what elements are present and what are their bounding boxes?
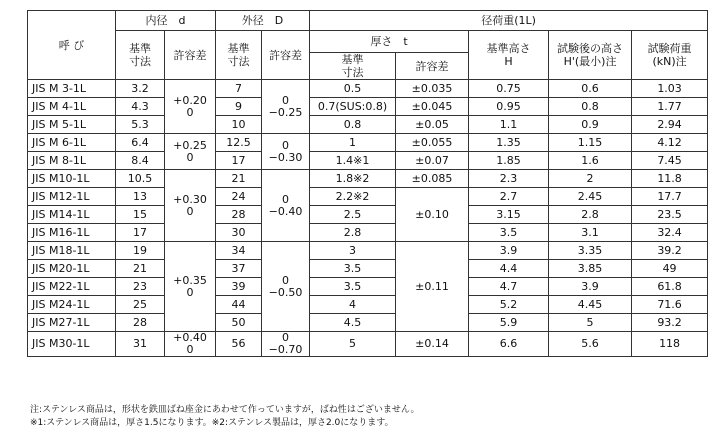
row-after-height: 2.8 xyxy=(549,206,632,224)
row-base-height: 2.7 xyxy=(469,188,549,206)
row-test-load: 11.8 xyxy=(632,170,708,188)
row-call: JIS M 5-1L xyxy=(28,116,116,134)
row-call: JIS M30-1L xyxy=(28,332,116,357)
footnote-main: 注:ステンレス商品は，形状を鉄皿ばね座金にあわせて作っていますが，ばね性はございません。 xyxy=(30,405,420,415)
row-D: 50 xyxy=(216,314,262,332)
row-call: JIS M 8-1L xyxy=(28,152,116,170)
row-base-height: 2.3 xyxy=(469,170,549,188)
row-call: JIS M 4-1L xyxy=(28,98,116,116)
row-base-height: 3.5 xyxy=(469,224,549,242)
row-d: 8.4 xyxy=(116,152,165,170)
row-D: 10 xyxy=(216,116,262,134)
row-d: 3.2 xyxy=(116,80,165,98)
row-t-tolerance: ±0.14 xyxy=(396,332,469,357)
row-test-load: 49 xyxy=(632,260,708,278)
row-d-tolerance: +0.20 0 xyxy=(165,80,216,134)
header-after-height: 試験後の高さ H'(最小)注 xyxy=(549,31,632,80)
row-t: 5 xyxy=(310,332,396,357)
header-test-load: 試験荷重 (kN)注 xyxy=(632,31,708,80)
row-base-height: 0.75 xyxy=(469,80,549,98)
row-test-load: 32.4 xyxy=(632,224,708,242)
row-D-tolerance: 0 −0.70 xyxy=(262,332,310,357)
row-t: 1 xyxy=(310,134,396,152)
header-t-std: 基準 寸法 xyxy=(310,53,396,80)
row-D: 28 xyxy=(216,206,262,224)
row-after-height: 5 xyxy=(549,314,632,332)
row-call: JIS M12-1L xyxy=(28,188,116,206)
row-t: 4.5 xyxy=(310,314,396,332)
header-outer-diameter: 外径 D xyxy=(216,11,310,31)
row-after-height: 0.6 xyxy=(549,80,632,98)
row-D: 17 xyxy=(216,152,262,170)
row-D-tolerance: 0 −0.25 xyxy=(262,80,310,134)
row-t: 3.5 xyxy=(310,278,396,296)
row-d: 10.5 xyxy=(116,170,165,188)
row-D: 7 xyxy=(216,80,262,98)
row-after-height: 3.85 xyxy=(549,260,632,278)
row-after-height: 5.6 xyxy=(549,332,632,357)
row-d-tolerance: +0.25 0 xyxy=(165,134,216,170)
row-D-tolerance: 0 −0.50 xyxy=(262,242,310,332)
row-after-height: 2 xyxy=(549,170,632,188)
row-d: 4.3 xyxy=(116,98,165,116)
row-call: JIS M14-1L xyxy=(28,206,116,224)
row-test-load: 1.03 xyxy=(632,80,708,98)
row-base-height: 5.9 xyxy=(469,314,549,332)
row-test-load: 118 xyxy=(632,332,708,357)
row-t: 1.8※2 xyxy=(310,170,396,188)
row-d: 25 xyxy=(116,296,165,314)
header-D-std: 基準 寸法 xyxy=(216,31,262,80)
row-d-tolerance: +0.35 0 xyxy=(165,242,216,332)
row-D: 24 xyxy=(216,188,262,206)
row-t-tolerance: ±0.05 xyxy=(396,116,469,134)
row-t-tolerance: ±0.10 xyxy=(396,188,469,242)
header-t-tol: 許容差 xyxy=(396,53,469,80)
washer-spec-table xyxy=(27,10,708,357)
row-D: 56 xyxy=(216,332,262,357)
footnote-thickness: ※1:ステンレス商品は，厚さ1.5になります。※2:ステンレス製品は，厚さ2.0になります。 xyxy=(30,418,394,428)
header-radial-load: 径荷重(1L) xyxy=(310,11,708,31)
row-call: JIS M27-1L xyxy=(28,314,116,332)
row-D: 34 xyxy=(216,242,262,260)
row-D: 30 xyxy=(216,224,262,242)
row-base-height: 1.1 xyxy=(469,116,549,134)
row-t: 2.2※2 xyxy=(310,188,396,206)
row-t-tolerance: ±0.11 xyxy=(396,242,469,332)
row-d-tolerance: +0.40 0 xyxy=(165,332,216,357)
row-d: 28 xyxy=(116,314,165,332)
row-test-load: 71.6 xyxy=(632,296,708,314)
row-after-height: 1.15 xyxy=(549,134,632,152)
row-after-height: 3.1 xyxy=(549,224,632,242)
row-D: 9 xyxy=(216,98,262,116)
row-D: 37 xyxy=(216,260,262,278)
row-call: JIS M16-1L xyxy=(28,224,116,242)
row-d: 17 xyxy=(116,224,165,242)
row-test-load: 93.2 xyxy=(632,314,708,332)
row-call: JIS M20-1L xyxy=(28,260,116,278)
row-d: 23 xyxy=(116,278,165,296)
row-d: 31 xyxy=(116,332,165,357)
row-call: JIS M22-1L xyxy=(28,278,116,296)
header-D-tol: 許容差 xyxy=(262,31,310,80)
header-d-tol: 許容差 xyxy=(165,31,216,80)
row-base-height: 5.2 xyxy=(469,296,549,314)
row-D: 44 xyxy=(216,296,262,314)
row-D-tolerance: 0 −0.30 xyxy=(262,134,310,170)
row-t: 4 xyxy=(310,296,396,314)
row-d: 21 xyxy=(116,260,165,278)
row-call: JIS M24-1L xyxy=(28,296,116,314)
header-thickness: 厚さ t xyxy=(310,31,469,53)
row-test-load: 61.8 xyxy=(632,278,708,296)
header-inner-diameter: 内径 d xyxy=(116,11,216,31)
row-D: 12.5 xyxy=(216,134,262,152)
row-test-load: 39.2 xyxy=(632,242,708,260)
row-t: 0.5 xyxy=(310,80,396,98)
row-d: 13 xyxy=(116,188,165,206)
row-base-height: 3.9 xyxy=(469,242,549,260)
row-t: 3 xyxy=(310,242,396,260)
row-t: 0.7(SUS:0.8) xyxy=(310,98,396,116)
row-test-load: 2.94 xyxy=(632,116,708,134)
header-call: 呼 び xyxy=(28,11,116,80)
row-after-height: 1.6 xyxy=(549,152,632,170)
row-after-height: 4.45 xyxy=(549,296,632,314)
row-after-height: 0.9 xyxy=(549,116,632,134)
row-base-height: 4.7 xyxy=(469,278,549,296)
row-D: 21 xyxy=(216,170,262,188)
header-base-height: 基準高さ H xyxy=(469,31,549,80)
row-after-height: 0.8 xyxy=(549,98,632,116)
row-t: 2.8 xyxy=(310,224,396,242)
row-t-tolerance: ±0.035 xyxy=(396,80,469,98)
row-d: 5.3 xyxy=(116,116,165,134)
row-test-load: 4.12 xyxy=(632,134,708,152)
row-after-height: 3.9 xyxy=(549,278,632,296)
header-d-std: 基準 寸法 xyxy=(116,31,165,80)
row-t-tolerance: ±0.085 xyxy=(396,170,469,188)
row-t: 1.4※1 xyxy=(310,152,396,170)
row-t: 0.8 xyxy=(310,116,396,134)
row-test-load: 23.5 xyxy=(632,206,708,224)
row-base-height: 3.15 xyxy=(469,206,549,224)
row-call: JIS M 3-1L xyxy=(28,80,116,98)
row-after-height: 2.45 xyxy=(549,188,632,206)
row-d: 15 xyxy=(116,206,165,224)
row-base-height: 0.95 xyxy=(469,98,549,116)
row-base-height: 1.85 xyxy=(469,152,549,170)
row-after-height: 3.35 xyxy=(549,242,632,260)
row-d-tolerance: +0.30 0 xyxy=(165,170,216,242)
row-t-tolerance: ±0.045 xyxy=(396,98,469,116)
row-base-height: 6.6 xyxy=(469,332,549,357)
row-D: 39 xyxy=(216,278,262,296)
row-test-load: 1.77 xyxy=(632,98,708,116)
row-d: 19 xyxy=(116,242,165,260)
row-test-load: 17.7 xyxy=(632,188,708,206)
row-D-tolerance: 0 −0.40 xyxy=(262,170,310,242)
row-t: 3.5 xyxy=(310,260,396,278)
row-base-height: 4.4 xyxy=(469,260,549,278)
row-test-load: 7.45 xyxy=(632,152,708,170)
row-call: JIS M 6-1L xyxy=(28,134,116,152)
row-call: JIS M10-1L xyxy=(28,170,116,188)
row-t-tolerance: ±0.055 xyxy=(396,134,469,152)
row-call: JIS M18-1L xyxy=(28,242,116,260)
row-t-tolerance: ±0.07 xyxy=(396,152,469,170)
row-t: 2.5 xyxy=(310,206,396,224)
row-d: 6.4 xyxy=(116,134,165,152)
row-base-height: 1.35 xyxy=(469,134,549,152)
